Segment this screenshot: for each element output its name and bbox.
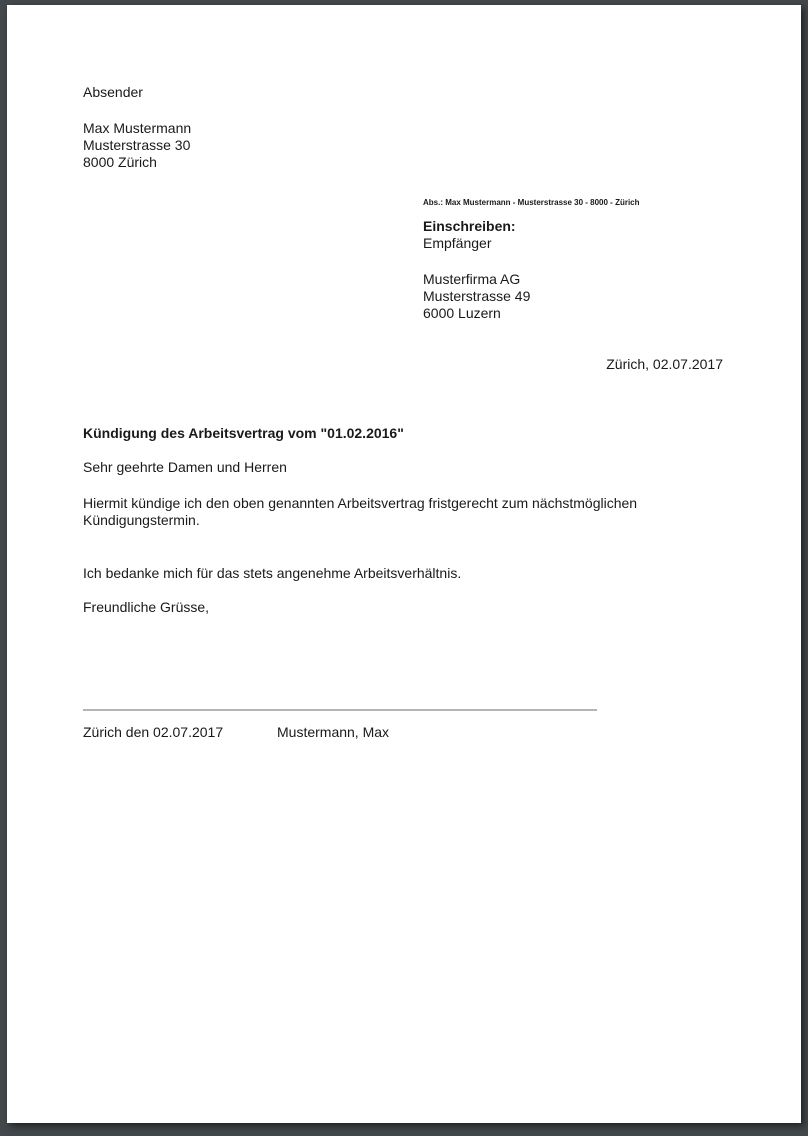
- subject-line: Kündigung des Arbeitsvertrag vom "01.02.2016": [83, 425, 404, 441]
- recipient-street: Musterstrasse 49: [423, 288, 531, 304]
- body-paragraph: Hiermit kündige ich den oben genannten Arbeitsvertrag fristgerecht zum nächstmöglichen Kündigungstermin.: [83, 495, 638, 528]
- salutation: Sehr geehrte Damen und Herren: [83, 459, 287, 475]
- signature-place-date: Zürich den 02.07.2017: [83, 724, 224, 740]
- recipient-address-block: [423, 271, 530, 322]
- sender-address-block: [83, 120, 191, 171]
- signature-divider: [83, 709, 597, 711]
- thanks-paragraph: Ich bedanke mich für das stets angenehme Arbeitsverhältnis.: [83, 565, 462, 581]
- recipient-label: Empfänger: [423, 235, 492, 251]
- sender-name: Max Mustermann: [83, 120, 192, 136]
- sender-street: Musterstrasse 30: [83, 137, 191, 153]
- signature-name: Mustermann, Max: [277, 724, 390, 740]
- recipient-company: Musterfirma AG: [423, 271, 521, 287]
- sender-city: 8000 Zürich: [83, 154, 157, 170]
- sender-label: Absender: [83, 84, 143, 100]
- return-address-line: Abs.: Max Mustermann - Musterstrasse 30 - 8000 - Zürich: [423, 198, 640, 207]
- letter-page: [7, 5, 801, 1123]
- closing: Freundliche Grüsse,: [83, 599, 210, 615]
- delivery-method: Einschreiben:: [423, 218, 516, 234]
- recipient-city: 6000 Luzern: [423, 305, 501, 321]
- date-line: Zürich, 02.07.2017: [606, 356, 723, 372]
